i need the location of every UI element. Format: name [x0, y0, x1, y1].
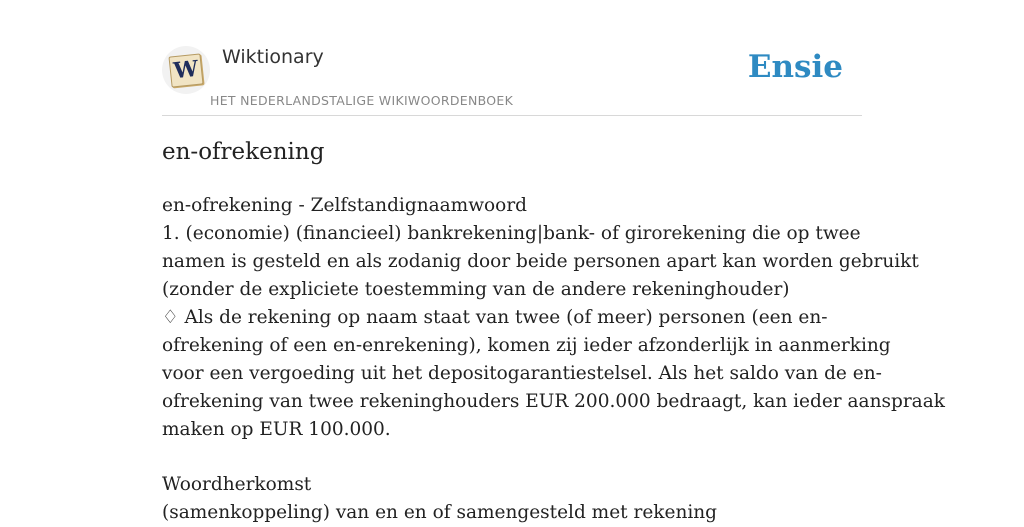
example-line: ofrekening van twee rekeninghouders EUR 200.000 bedraagt, kan ieder aanspraak	[162, 391, 945, 412]
page	[162, 0, 945, 523]
site-header	[162, 0, 862, 116]
etymology-heading: Woordherkomst	[162, 474, 312, 495]
site-name[interactable]: Wiktionary	[222, 46, 324, 68]
site-tagline: HET NEDERLANDSTALIGE WIKIWOORDENBOEK	[210, 93, 514, 108]
definition-line: (zonder de expliciete toestemming van de andere rekeninghouder)	[162, 279, 790, 300]
part-of-speech-line: en-ofrekening - Zelfstandignaamwoord	[162, 195, 528, 216]
example-line: ♢ Als de rekening op naam staat van twee (of meer) personen (een en-	[162, 307, 828, 328]
section-spacer	[162, 444, 862, 471]
entry-content	[162, 192, 945, 527]
example-line: ofrekening of een en-enrekening), komen zij ieder afzonderlijk in aanmerking	[162, 335, 891, 356]
example-line: voor een vergoeding uit het depositogarantiestelsel. Als het saldo van de en-	[162, 363, 882, 384]
etymology-line: (samenkoppeling) van en en of samengesteld met rekening	[162, 502, 718, 523]
ensie-brand-logo[interactable]: Ensie	[747, 49, 843, 85]
wiktionary-logo[interactable]	[162, 46, 210, 94]
definition-line: 1. (economie) (financieel) bankrekening|bank- of girorekening die op twee	[162, 223, 861, 244]
definition-line: namen is gesteld en als zodanig door beide personen apart kan worden gebruikt	[162, 251, 919, 272]
page-title: en-ofrekening	[162, 139, 325, 165]
wiktionary-logo-tile: W	[168, 53, 203, 87]
example-line: maken op EUR 100.000.	[162, 419, 391, 440]
